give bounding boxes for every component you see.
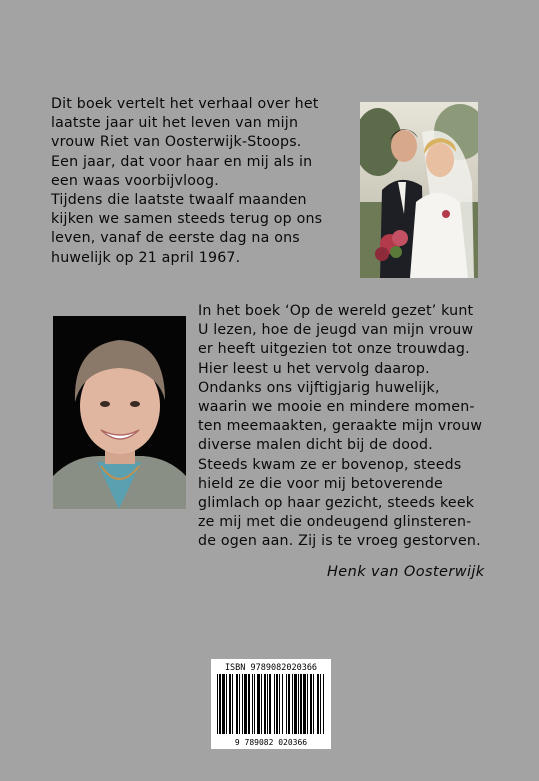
intro-paragraph: Dit boek vertelt het verhaal over het laatste jaar uit het leven van mijn vrouw Riet van Oosterwijk-Stoops. Een jaar, dat voor haar en mij als in een waas voorbijvloog. Tijdens die laatste twaalf maanden kijken we samen steeds terug op ons leven, vanaf de eerste dag na ons huwelijk op 21 april 1967. xyxy=(51,96,323,266)
author-signature: Henk van Oosterwijk xyxy=(327,564,485,580)
story-paragraph: In het boek ‘Op de wereld gezet’ kunt U lezen, hoe de jeugd van mijn vrouw er heeft uitgezien tot onze trouwdag. Hier leest u het vervolg daarop. Ondanks ons vijftigjarig huwelijk, waarin we mooie en mindere momen- ten meemaakten, geraakte mijn vrouw diverse malen dicht bij de dood. Steeds kwam ze er bovenop, steeds hield ze die voor mij betoverende glimlach op haar gezicht, steeds keek ze mij met die ondeugend glinsteren- de ogen aan. Zij is te vroeg gestorven. xyxy=(198,303,483,550)
barcode-digits: 9 789082 020366 xyxy=(234,738,308,747)
isbn-label: ISBN 9789082020366 xyxy=(224,663,318,673)
isbn-barcode xyxy=(211,659,331,749)
wedding-photo xyxy=(360,102,478,278)
portrait-photo xyxy=(53,316,186,509)
barcode-bars xyxy=(217,674,324,734)
